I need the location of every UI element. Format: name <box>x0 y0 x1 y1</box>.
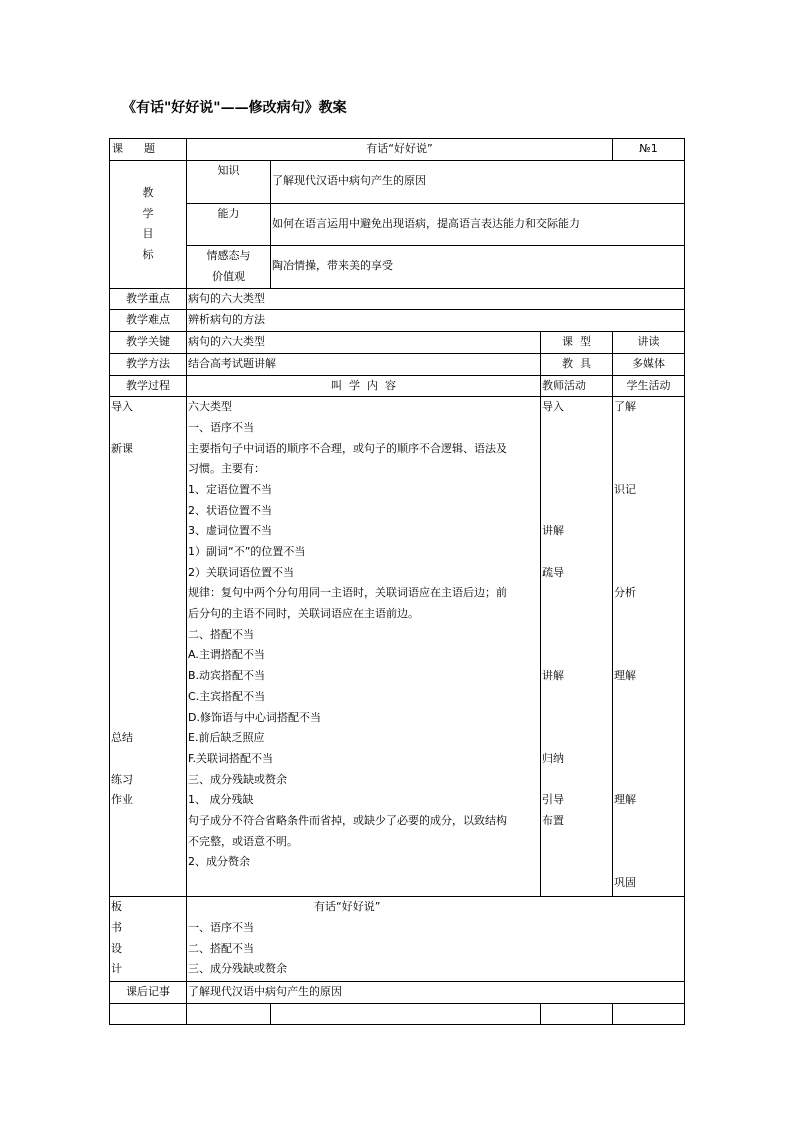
process-stage-line <box>111 480 185 501</box>
teacher-activity-line: 引导 <box>542 793 564 807</box>
afterthought-text: 了解现代汉语中病句产生的原因 <box>187 982 685 1004</box>
student-activity-header: 学生活动 <box>613 375 685 397</box>
teacher-activity-line <box>542 501 611 522</box>
board-design-content <box>187 897 685 982</box>
objectives-label-char: 目 <box>142 227 154 241</box>
process-content-line: 规律：复句中两个分句用同一主语时，关联词语应在主语后边；前 <box>188 586 507 600</box>
teacher-activities <box>541 397 613 897</box>
student-activity-line <box>614 811 683 832</box>
method-text: 结合高考试题讲解 <box>187 353 541 375</box>
difficulty-row <box>110 310 685 332</box>
process-content-line: 三、成分残缺或赘余 <box>188 772 287 786</box>
teacher-activity-line: 导入 <box>542 400 564 414</box>
empty-cell <box>613 1003 685 1024</box>
objectives-label-char: 学 <box>142 206 154 220</box>
teacher-activity-line <box>542 728 611 749</box>
board-line: 二、搭配不当 <box>188 941 254 955</box>
process-content-line: 六大类型 <box>188 400 232 414</box>
afterthought-label: 课后记事 <box>110 982 187 1004</box>
process-stages <box>110 397 187 897</box>
process-stage-line: 导入 <box>111 400 133 414</box>
student-activity-line <box>614 501 683 522</box>
process-content <box>187 397 541 897</box>
board-design-label <box>110 897 187 982</box>
process-stage-line <box>111 521 185 542</box>
process-content-line: 句子成分不符合省略条件而省掉，或缺少了必要的成分，以致结构 <box>188 813 507 827</box>
process-content-line <box>188 873 539 894</box>
empty-row <box>110 1003 685 1024</box>
objective-label-emotion-line2: 价值观 <box>212 269 245 283</box>
process-stage-line <box>111 832 185 853</box>
student-activity-line <box>614 563 683 584</box>
student-activity-line <box>614 749 683 770</box>
student-activity-line <box>614 708 683 729</box>
objective-text-emotion: 陶冶情操，带来美的享受 <box>271 245 685 288</box>
teacher-activity-line <box>542 604 611 625</box>
process-body-row <box>110 397 685 897</box>
teaching-tool-label: 教 具 <box>541 353 613 375</box>
process-stage-line <box>111 604 185 625</box>
process-content-line: 一、语序不当 <box>188 420 254 434</box>
student-activity-line <box>614 439 683 460</box>
process-content-line: 3、虚词位置不当 <box>188 524 272 538</box>
objectives-label-char: 教 <box>142 185 154 199</box>
process-stage-line: 总结 <box>111 731 133 745</box>
board-label-char: 板 <box>111 900 122 914</box>
difficulty-label: 教学难点 <box>110 310 187 332</box>
process-stage-line <box>111 852 185 873</box>
empty-cell <box>110 1003 187 1024</box>
teacher-activity-line <box>542 583 611 604</box>
document-title: 《有话"好好说"——修改病句》教案 <box>122 100 347 116</box>
student-activity-line <box>614 521 683 542</box>
lesson-label: 课 题 <box>110 139 187 161</box>
student-activity-line: 识记 <box>614 482 636 496</box>
teacher-activity-line <box>542 439 611 460</box>
teacher-activity-line <box>542 873 611 894</box>
process-stage-line <box>111 811 185 832</box>
method-label: 教学方法 <box>110 353 187 375</box>
process-content-line: 1）副词“不”的位置不当 <box>188 545 306 559</box>
crux-text: 病句的六大类型 <box>187 332 541 354</box>
objective-label-emotion <box>187 245 271 288</box>
objective-label-ability: 能力 <box>187 203 271 245</box>
student-activity-line <box>614 645 683 666</box>
process-stage-line <box>111 873 185 894</box>
process-stage-line <box>111 563 185 584</box>
lesson-type-value: 讲读 <box>613 332 685 354</box>
student-activity-line: 巩固 <box>614 876 636 890</box>
objective-text-knowledge: 了解现代汉语中病句产生的原因 <box>271 160 685 203</box>
process-stage-line <box>111 583 185 604</box>
process-content-line: 2、状语位置不当 <box>188 503 272 517</box>
process-stage-line: 新课 <box>111 441 133 455</box>
lesson-row <box>110 139 685 161</box>
student-activity-line <box>614 542 683 563</box>
afterthought-row <box>110 982 685 1004</box>
key-point-label: 教学重点 <box>110 288 187 310</box>
key-point-row <box>110 288 685 310</box>
teacher-activity-line <box>542 832 611 853</box>
teacher-activity-line <box>542 542 611 563</box>
process-content-line: 2）关联词语位置不当 <box>188 565 294 579</box>
teacher-activity-line <box>542 645 611 666</box>
student-activity-line <box>614 604 683 625</box>
board-label-char: 计 <box>111 962 122 976</box>
crux-row <box>110 332 685 354</box>
student-activity-line <box>614 687 683 708</box>
process-content-header: 叫 学 内 容 <box>187 375 541 397</box>
lesson-plan-table <box>109 138 685 1025</box>
process-stage-line <box>111 645 185 666</box>
process-content-line: 主要指句子中词语的顺序不合理，或句子的顺序不合逻辑、语法及 <box>188 441 507 455</box>
student-activity-line: 理解 <box>614 793 636 807</box>
teacher-activity-line <box>542 625 611 646</box>
teaching-tool-value: 多媒体 <box>613 353 685 375</box>
process-header-row <box>110 375 685 397</box>
board-design-row <box>110 897 685 982</box>
teacher-activity-line: 讲解 <box>542 669 564 683</box>
process-label: 教学过程 <box>110 375 187 397</box>
student-activity-line <box>614 418 683 439</box>
board-label-char: 设 <box>111 941 122 955</box>
lesson-number: №1 <box>613 139 685 161</box>
process-content-line: D.修饰语与中心词搭配不当 <box>188 710 321 724</box>
objective-label-emotion-line1: 情感态与 <box>206 249 251 263</box>
student-activity-line: 了解 <box>614 400 636 414</box>
teacher-activity-line <box>542 480 611 501</box>
objective-row-knowledge <box>110 160 685 203</box>
student-activity-line <box>614 852 683 873</box>
process-stage-line: 作业 <box>111 793 133 807</box>
process-content-line: C.主宾搭配不当 <box>188 689 266 703</box>
crux-label: 教学关键 <box>110 332 187 354</box>
objectives-label-char: 标 <box>142 247 154 261</box>
objectives-label <box>110 160 187 288</box>
process-content-line: 2、成分赘余 <box>188 855 250 869</box>
process-stage-line <box>111 459 185 480</box>
student-activity-line: 理解 <box>614 669 636 683</box>
student-activity-line <box>614 770 683 791</box>
process-stage-line <box>111 501 185 522</box>
teacher-activity-line <box>542 852 611 873</box>
empty-cell <box>187 1003 271 1024</box>
empty-cell <box>271 1003 541 1024</box>
empty-cell <box>541 1003 613 1024</box>
process-stage-line <box>111 708 185 729</box>
lesson-type-label: 课 型 <box>541 332 613 354</box>
process-stage-line <box>111 625 185 646</box>
student-activity-line <box>614 728 683 749</box>
lesson-title: 有话“好好说” <box>187 139 613 161</box>
process-stage-line: 练习 <box>111 772 133 786</box>
objective-text-ability: 如何在语言运用中避免出现语病，提高语言表达能力和交际能力 <box>271 203 685 245</box>
teacher-activity-line <box>542 418 611 439</box>
process-stage-line <box>111 666 185 687</box>
process-content-line: A.主谓搭配不当 <box>188 648 265 662</box>
process-stage-line <box>111 542 185 563</box>
process-content-line: 1、 成分残缺 <box>188 793 254 807</box>
board-line: 三、成分残缺或赘余 <box>188 962 287 976</box>
difficulty-text: 辨析病句的方法 <box>187 310 685 332</box>
process-content-line: F.关联词搭配不当 <box>188 751 274 765</box>
objective-row-ability <box>110 203 685 245</box>
teacher-activity-header: 教师活动 <box>541 375 613 397</box>
teacher-activity-line <box>542 459 611 480</box>
teacher-activity-line: 布置 <box>542 813 564 827</box>
teacher-activity-line: 疏导 <box>542 565 564 579</box>
process-content-line: 不完整，或语意不明。 <box>188 834 298 848</box>
process-stage-line <box>111 418 185 439</box>
teacher-activity-line: 归纳 <box>542 751 564 765</box>
teacher-activity-line <box>542 687 611 708</box>
student-activity-line: 分析 <box>614 586 636 600</box>
process-content-line: E.前后缺乏照应 <box>188 731 265 745</box>
process-content-line: 后分句的主语不同时，关联词语应在主语前边。 <box>188 607 419 621</box>
objective-label-knowledge: 知识 <box>187 160 271 203</box>
teacher-activity-line <box>542 770 611 791</box>
student-activity-line <box>614 459 683 480</box>
process-stage-line <box>111 749 185 770</box>
method-row <box>110 353 685 375</box>
student-activity-line <box>614 625 683 646</box>
teacher-activity-line <box>542 708 611 729</box>
board-label-char: 书 <box>111 920 122 934</box>
process-content-line: 习惯。主要有： <box>188 462 265 476</box>
student-activity-line <box>614 832 683 853</box>
teacher-activity-line: 讲解 <box>542 524 564 538</box>
process-content-line: B.动宾搭配不当 <box>188 669 266 683</box>
board-heading: 有话“好好说” <box>314 900 381 914</box>
process-content-line: 1、定语位置不当 <box>188 482 272 496</box>
process-content-line: 二、搭配不当 <box>188 627 254 641</box>
student-activities <box>613 397 685 897</box>
key-point-text: 病句的六大类型 <box>187 288 685 310</box>
process-stage-line <box>111 687 185 708</box>
objective-row-emotion <box>110 245 685 288</box>
board-line: 一、语序不当 <box>188 920 254 934</box>
